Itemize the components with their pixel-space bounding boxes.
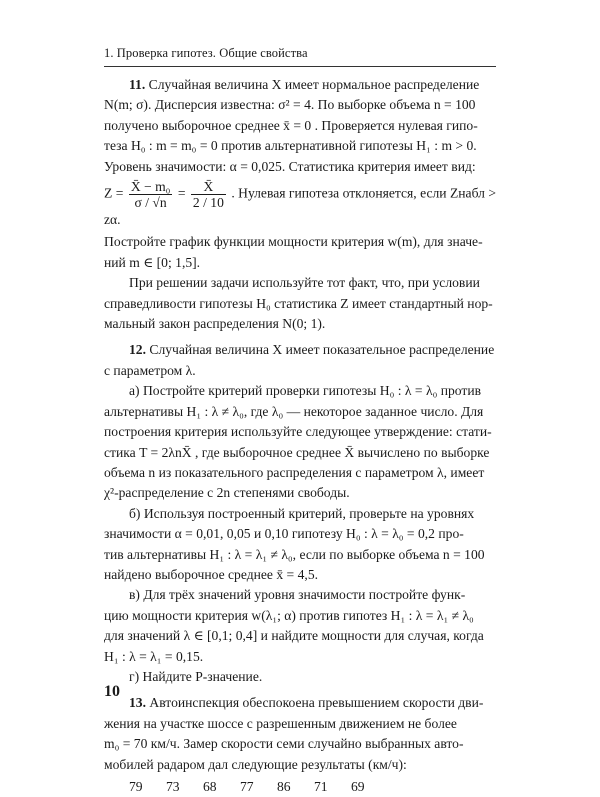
problem-12-v-3: для значений λ ∈ [0,1; 0,4] и найдите мощности для случая, когда (104, 628, 484, 644)
problem-12-b-1: б) Используя построенный критерий, проверьте на уровнях (129, 505, 475, 521)
problem-12-g: г) Найдите P-значение. (129, 668, 263, 684)
problem-12-b-3: тив альтернативы H₁ : λ = λ₁ ≠ λ₀, если по выборке объема n = 100 (104, 546, 485, 562)
header-rule (104, 66, 496, 67)
problem-12-a-4: стика T = 2λnX̄ , где выборочное среднее X̄ вычислено по выборке (104, 444, 490, 460)
problem-12-v-1: в) Для трёх значений уровня значимости постройте функ- (129, 587, 466, 603)
speed-measurements (104, 777, 496, 797)
speed-value: 69 (351, 779, 365, 794)
problem-12-line-2: с параметром λ. (104, 362, 196, 378)
problem-13-number: 13. (129, 695, 146, 711)
problem-11-line-7: Постройте график функции мощности критерия w(m), для значе- (104, 234, 483, 250)
speed-value: 68 (203, 779, 217, 794)
problem-12-line-1: 12. Случайная величина X имеет показательное распределение (129, 342, 495, 358)
problem-11-line-3: получено выборочное среднее x̄ = 0 . Проверяется нулевая гипо- (104, 117, 478, 133)
speed-value: 71 (314, 779, 328, 794)
problem-13-line-3: m₀ = 70 км/ч. Замер скорости семи случайно выбранных авто- (104, 736, 464, 752)
problem-12-v-2: цию мощности критерия w(λ₁; α) против гипотез H₁ : λ = λ₁ ≠ λ₀ (104, 607, 474, 623)
fraction-1: $\frac{\text{X̄ − m₀}}{\sigma / √n}$ (130, 179, 171, 211)
speed-value: 73 (166, 779, 180, 794)
problem-11-line-1: 11. Случайная величина X имеет нормальное распределение (129, 77, 480, 92)
problem-12-b-2: значимости α = 0,01, 0,05 и 0,10 гипотезу H₀ : λ = λ₀ = 0,2 про- (104, 526, 464, 542)
problem-12-v-4: H₁ : λ = λ₁ = 0,15. (104, 648, 204, 664)
speed-value: 77 (240, 779, 254, 794)
problem-11-hint-3: мальный закон распределения N(0; 1). (104, 316, 326, 332)
problem-13-line-2: жения на участке шоссе с разрешенным движением не более (104, 715, 457, 731)
problem-13-line-1: 13. Автоинспекция обеспокоена превышением скорости дви- (129, 695, 484, 711)
fraction-2: $\frac{X̄}{2 / 10}$ (192, 179, 224, 211)
problem-12-a-1: а) Постройте критерий проверки гипотезы H₀ : λ = λ₀ против (129, 383, 482, 399)
page-number: 10 (104, 683, 120, 700)
problem-11-hint-1: При решении задачи используйте тот факт, что, при условии (129, 275, 480, 291)
problem-12-b-4: найдено выборочное среднее x̄ = 4,5. (104, 566, 319, 582)
problem-11-line-5: Уровень значимости: α = 0,025. Статистика критерия имеет вид: (104, 158, 476, 174)
problem-11-line-4: теза H₀ : m = m₀ = 0 против альтернативной гипотезы H₁ : m > 0. (104, 138, 477, 154)
problem-11-hint-2: справедливости гипотезы H₀ статистика Z имеет стандартный нор- (104, 295, 493, 311)
speed-value: 79 (129, 779, 143, 794)
page-content (104, 75, 496, 797)
problem-11-line-8: ний m ∈ [0; 1,5]. (104, 254, 201, 270)
problem-12-a-2: альтернативы H₁ : λ ≠ λ₀, где λ₀ — некоторое заданное число. Для (104, 403, 484, 419)
problem-11-line-2: N(m; σ). Дисперсия известна: σ² = 4. По выборке объема n = 100 (104, 97, 476, 113)
problem-12-a-6: χ²-распределение с 2n степенями свободы. (104, 485, 350, 501)
running-head: 1. Проверка гипотез. Общие свойства (104, 46, 308, 60)
problem-11-number: 11. (129, 77, 146, 92)
speed-value: 86 (277, 779, 291, 794)
problem-13-line-4: мобилей радаром дал следующие результаты (км/ч): (104, 756, 407, 772)
problem-11-formula: Z = $\frac{\text{X̄ − m₀}}{\sigma / √n}$ = $\frac{X̄}{2 / 10}$ . Нулевая гипотеза отклоняется, если Zнабл > zα. (104, 179, 497, 228)
problem-12-a-5: объема n из показательного распределения с параметром λ, имеет (104, 464, 485, 480)
problem-12-a-3: построения критерия используйте следующее утверждение: стати- (104, 424, 492, 440)
problem-12-number: 12. (129, 342, 146, 358)
